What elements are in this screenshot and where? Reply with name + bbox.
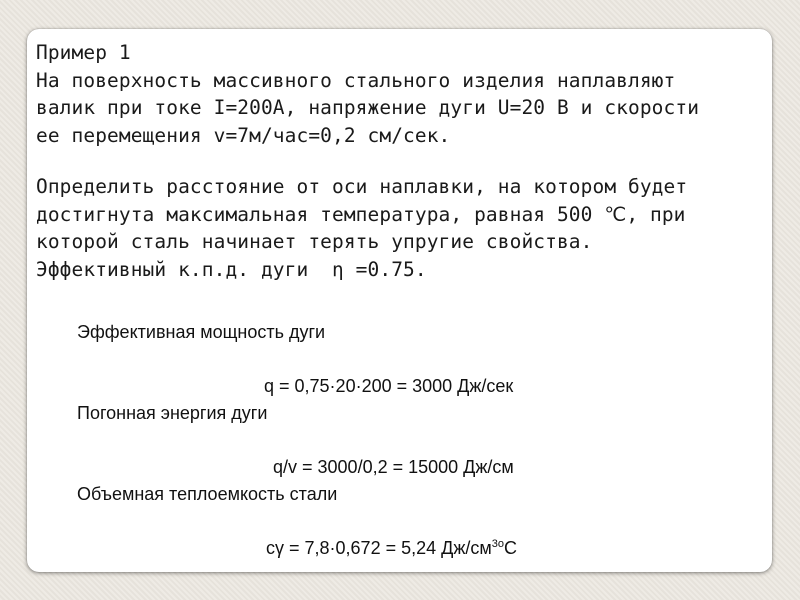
- task-line-1: Определить расстояние от оси наплавки, на котором будет: [36, 175, 688, 198]
- task-line-3: которой сталь начинает терять упругие свойства.: [36, 230, 593, 253]
- heat-capacity-label: Объемная теплоемкость стали: [77, 484, 338, 504]
- task-line-2: достигнута максимальная температура, равная 500 ℃, при: [36, 202, 686, 226]
- heat-formula-unit: С: [503, 538, 517, 558]
- problem-line-3: ее перемещения v=7м/час=0,2 см/сек.: [36, 123, 451, 147]
- problem-line-1: На поверхность массивного стального изделия наплавляют: [36, 68, 676, 92]
- heat-formula-superscript: 3о: [491, 538, 504, 550]
- problem-statement: [36, 39, 766, 283]
- energy-label: Погонная энергия дуги: [77, 403, 268, 423]
- energy-formula: q/v = 3000/0,2 = 15000 Дж/см: [273, 457, 514, 477]
- power-label: Эффективная мощность дуги: [77, 322, 326, 342]
- heat-capacity-formula: [266, 538, 517, 559]
- task-line-4: Эффективный к.п.д. дуги η =0.75.: [36, 257, 427, 281]
- paragraph-gap: [36, 149, 766, 173]
- problem-title: Пример 1: [36, 41, 131, 64]
- power-formula: q = 0,75·20·200 = 3000 Дж/сек: [264, 376, 514, 396]
- heat-formula-main: cγ = 7,8·0,672 = 5,24 Дж/см: [266, 538, 492, 558]
- problem-line-2: валик при токе I=200А, напряжение дуги U=20 В и скорости: [36, 96, 700, 119]
